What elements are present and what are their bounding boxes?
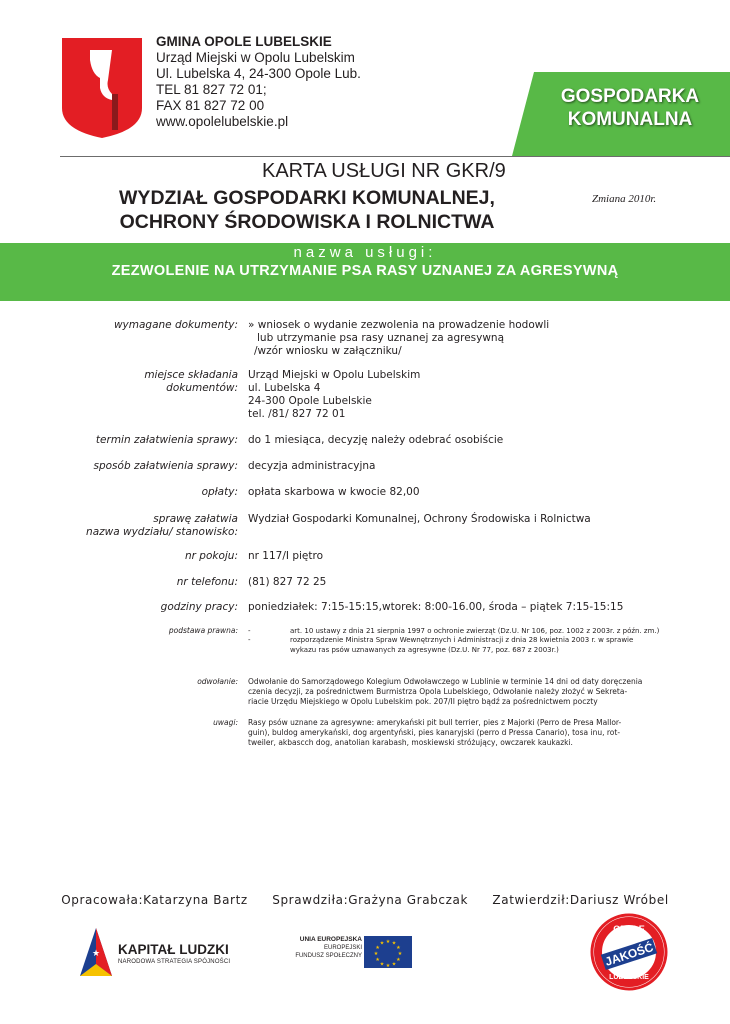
room-value: nr 117/I piętro	[248, 550, 323, 562]
department-banner-text	[530, 85, 730, 131]
appeal-line: riacie Urzędu Miejskiego w Opolu Lubelskim pok. 207/II piętro bądź za pośrednictwem poczty	[248, 697, 598, 706]
seal-bottom-text: LUBELSKIE	[609, 974, 649, 981]
svg-text:★: ★	[391, 961, 397, 968]
jakosc-seal	[588, 912, 670, 992]
phone-label: nr telefonu:	[176, 576, 238, 588]
place-label	[144, 369, 238, 395]
documents-line: /wzór wniosku w załączniku/	[254, 345, 402, 357]
org-name: GMINA OPOLE LUBELSKIE	[156, 34, 332, 49]
method-value: decyzja administracyjna	[248, 460, 376, 472]
department-title	[72, 186, 542, 234]
place-line: ul. Lubelska 4	[248, 382, 321, 394]
svg-text:★: ★	[373, 951, 379, 957]
appeal-label: odwołanie:	[197, 677, 238, 686]
org-tel: TEL 81 827 72 01;	[156, 82, 267, 97]
place-label-line: dokumentów:	[166, 382, 238, 394]
change-note: Zmiana 2010r.	[592, 193, 657, 205]
checked-by: Sprawdziła:Grażyna Grabczak	[272, 893, 468, 907]
hours-value: poniedziałek: 7:15-15:15,wtorek: 8:00-16.00, środa – piątek 7:15-15:15	[248, 601, 624, 613]
kapital-ludzki-subtitle: NARODOWA STRATEGIA SPÓJNOŚCI	[118, 959, 231, 965]
handler-value: Wydział Gospodarki Komunalnej, Ochrony Środowiska i Rolnictwa	[248, 513, 591, 525]
legal-item	[290, 636, 710, 655]
legal-label: podstawa prawna:	[168, 626, 238, 635]
svg-text:★: ★	[396, 957, 401, 963]
method-label: sposób załatwienia sprawy:	[93, 460, 238, 472]
handler-label-line: sprawę załatwia	[153, 513, 238, 525]
prepared-by: Opracowała:Katarzyna Bartz	[61, 893, 248, 907]
handler-label-line: nazwa wydziału/ stanowisko:	[86, 526, 238, 538]
place-value	[248, 369, 420, 421]
documents-line: lub utrzymanie psa rasy uznanej za agresywną	[257, 332, 505, 344]
svg-text:★: ★	[397, 951, 403, 957]
department-title-line-1: WYDZIAŁ GOSPODARKI KOMUNALNEJ,	[119, 187, 495, 209]
service-name: ZEZWOLENIE NA UTRZYMANIE PSA RASY UZNANEJ ZA AGRESYWNĄ	[111, 263, 619, 279]
legal-dash: -	[248, 636, 251, 644]
svg-text:★: ★	[375, 957, 380, 963]
room-label: nr pokoju:	[184, 550, 238, 562]
svg-text:★: ★	[375, 945, 380, 951]
svg-text:★: ★	[385, 963, 391, 968]
eu-line: UNIA EUROPEJSKA	[299, 936, 362, 943]
department-line-1: GOSPODARKA	[560, 86, 700, 107]
documents-line: » wniosek o wydanie zezwolenia na prowadzenie hodowli	[248, 319, 550, 331]
svg-text:★: ★	[396, 945, 401, 951]
documents-value	[248, 319, 549, 358]
org-office: Urząd Miejski w Opolu Lubelskim	[156, 50, 355, 65]
appeal-line: Odwołanie do Samorządowego Kolegium Odwoławczego w Lublinie w terminie 14 dni od daty doręczenia	[248, 677, 643, 686]
notes-line: tweiler, akbascch dog, anatolian karabash, moskiewski stróżujący, owczarek kaukazki.	[248, 738, 573, 747]
place-label-line: miejsce składania	[144, 369, 238, 381]
org-website[interactable]: www.opolelubelskie.pl	[156, 114, 289, 129]
eu-line: EUROPEJSKI	[323, 945, 362, 951]
notes-label: uwagi:	[213, 718, 238, 727]
svg-text:★: ★	[91, 949, 101, 959]
svg-text:★: ★	[391, 940, 397, 947]
org-fax: FAX 81 827 72 00	[156, 98, 265, 113]
legal-line: wykazu ras psów uznawanych za agresywne (Dz.U. Nr 77, poz. 687 z 2003r.)	[290, 645, 559, 654]
legal-dash: -	[248, 627, 251, 635]
appeal-value	[248, 677, 642, 707]
svg-text:★: ★	[385, 939, 391, 945]
deadline-label: termin załatwienia sprawy:	[95, 434, 238, 446]
phone-value: (81) 827 72 25	[248, 576, 327, 588]
kapital-ludzki-title: KAPITAŁ LUDZKI	[118, 942, 229, 957]
notes-value	[248, 718, 621, 748]
appeal-line: czenia decyzji, za pośrednictwem Burmistrza Opola Lubelskiego, Odwołanie należy złożyć w Sekreta-	[248, 687, 628, 696]
card-number: KARTA USŁUGI NR GKR/9	[262, 160, 506, 182]
seal-mid-text: JAKOŚĆ	[603, 940, 656, 969]
handler-label	[86, 513, 238, 539]
kapital-ludzki-logo-icon	[76, 926, 116, 978]
documents-label: wymagane dokumenty:	[113, 319, 238, 331]
department-line-2: KOMUNALNA	[567, 109, 693, 130]
header-divider	[60, 156, 730, 157]
eu-text	[272, 936, 362, 960]
place-line: tel. /81/ 827 72 01	[248, 408, 346, 420]
eu-line: FUNDUSZ SPOŁECZNY	[295, 953, 362, 959]
fees-label: opłaty:	[201, 486, 238, 498]
deadline-value: do 1 miesiąca, decyzję należy odebrać osobiście	[248, 434, 504, 446]
seal-top-text: OPOLE	[613, 924, 645, 934]
place-line: Urząd Miejski w Opolu Lubelskim	[248, 369, 421, 381]
legal-line: rozporządzenie Ministra Spraw Wewnętrznych i Administracji z dnia 28 kwietnia 2003 r. w sprawie	[290, 636, 634, 644]
notes-line: guin), buldog amerykański, dog argentyński, pies kanaryjski (perro d Pressa Canario), tosa inu, rot-	[248, 728, 621, 737]
department-title-line-2: OCHRONY ŚRODOWISKA I ROLNICTWA	[119, 211, 495, 233]
organization-info	[156, 34, 456, 130]
place-line: 24-300 Opole Lubelskie	[248, 395, 372, 407]
eu-flag-icon	[364, 936, 412, 968]
service-label: nazwa usługi:	[293, 244, 437, 261]
svg-text:★: ★	[379, 961, 385, 968]
signatures	[0, 893, 730, 907]
legal-line: art. 10 ustawy z dnia 21 sierpnia 1997 o ochronie zwierząt (Dz.U. Nr 106, poz. 1002 z 2003r. z późn. zm.)	[290, 627, 660, 635]
notes-line: Rasy psów uznane za agresywne: amerykański pit bull terrier, pies z Majorki (Perro de Presa Mallor-	[248, 718, 622, 727]
approved-by: Zatwierdził:Dariusz Wróbel	[492, 893, 669, 907]
crest-emblem	[62, 38, 142, 138]
org-address: Ul. Lubelska 4, 24-300 Opole Lub.	[156, 66, 361, 81]
fees-value: opłata skarbowa w kwocie 82,00	[248, 486, 420, 498]
svg-text:★: ★	[379, 940, 385, 947]
hours-label: godziny pracy:	[160, 601, 238, 613]
